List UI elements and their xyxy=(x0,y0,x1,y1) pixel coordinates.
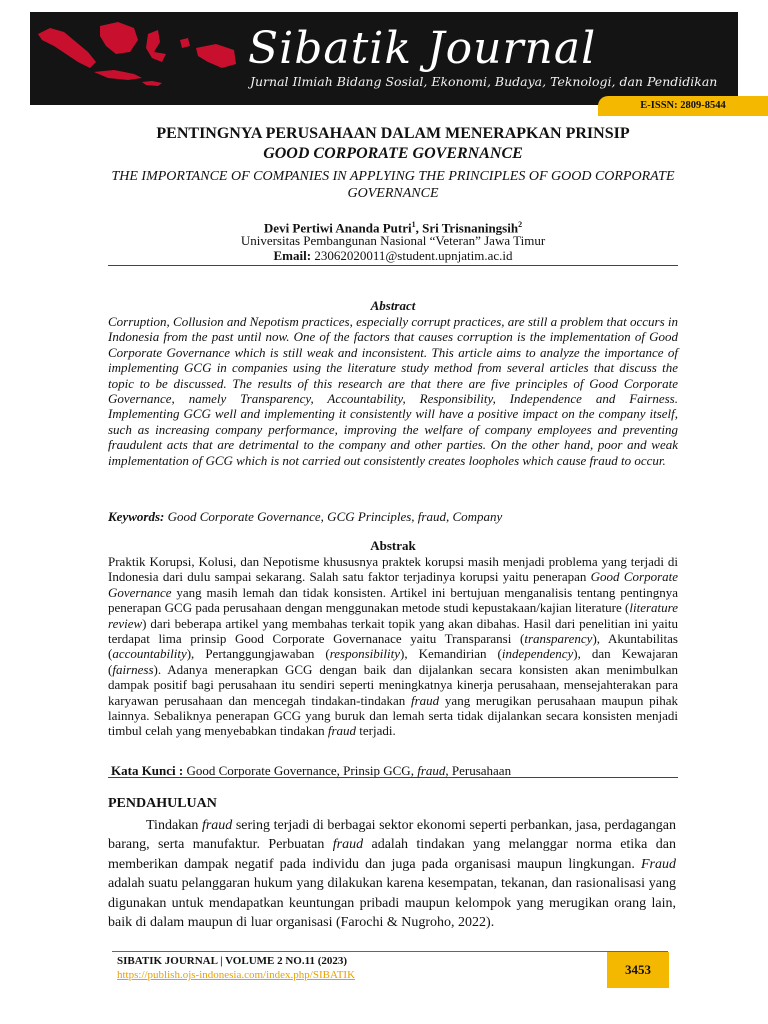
keywords-list: Good Corporate Governance, GCG Principles, fraud, Company xyxy=(167,509,503,524)
text-run: ). Adanya menerapkan GCG dengan baik dan dijalankan secara konsisten akan menimbulkan dampak positif bagi perusahaan itu sendiri seperti meningkatnya kinerja perusahaan, mensejahterakan para karyawan perusahaan dan mencegah tindakan-tindakan xyxy=(108,661,678,708)
keywords xyxy=(108,509,502,525)
issn-badge: E-ISSN: 2809-8544 xyxy=(598,96,768,116)
text-run: fraud xyxy=(201,818,233,833)
footer-journal: SIBATIK JOURNAL | VOLUME 2 NO.11 (2023) xyxy=(117,955,348,967)
text-run: Good Corporate Governance xyxy=(108,569,679,600)
footer-divider xyxy=(112,951,668,952)
text-run: fraud xyxy=(332,837,364,853)
author-name: Devi Pertiwi Ananda Putri xyxy=(263,220,412,236)
text-run: fraud xyxy=(411,692,440,708)
divider xyxy=(108,777,678,778)
text-run: Fraud xyxy=(641,856,676,872)
author-affiliation-mark: 2 xyxy=(518,220,523,229)
text-run: transparency xyxy=(524,631,593,647)
email-label: Email: xyxy=(273,248,312,263)
text-run: Praktik Korupsi, Kolusi, dan Nepotisme khususnya praktek korupsi masih menjadi problema yang terjadi di Indonesia dari dulu sampai sekarang. Salah satu faktor terjadinya korupsi yaitu penerapan xyxy=(108,554,678,585)
indonesia-map-logo xyxy=(30,12,240,105)
article-title-english: THE IMPORTANCE OF COMPANIES IN APPLYING THE PRINCIPLES OF GOOD CORPORATE GOVERNANCE xyxy=(111,169,675,201)
kata-kunci-label: Kata Kunci : xyxy=(111,763,184,778)
intro-paragraph xyxy=(108,816,676,932)
text-run: terjadi. xyxy=(356,723,396,739)
text-run: fraud xyxy=(327,723,357,739)
text-run: Tindakan xyxy=(146,818,202,833)
text-run: ) dari beberapa artikel yang membahas terkait topik yang akan dibahas. Hasil dari penelitian ini yaitu terdapat lima prinsip Good Corporate Governanace yaitu Transparansi ( xyxy=(108,615,678,647)
text-run: ), Kemandirian ( xyxy=(400,646,502,662)
text-run: literature review xyxy=(108,600,678,631)
page-number: 3453 xyxy=(607,952,669,988)
abstrak-heading: Abstrak xyxy=(370,538,416,553)
text-run: ), Pertanggungjawaban ( xyxy=(186,646,330,662)
text-run: adalah suatu pelanggaran hukum yang dilakukan karena kesempatan, tekanan, dan rasionalisasi yang digunakan untuk mendapatkan keuntungan pribadi maupun kelompok yang merugikan orang lain, baik di dalam maupun di luar organisasi (Farochi & Nugroho, 2022). xyxy=(108,876,676,931)
footer-url-link[interactable]: https://publish.ojs-indonesia.com/index.php/SIBATIK xyxy=(117,969,356,981)
abstract-text: Corruption, Collusion and Nepotism practices, especially corrupt practices, are still a problem that occurs in Indonesia from the past until now. One of the factors that causes corruption is the implementation of Good Corporate Governance which is still weak and inconsistent. This article aims to analyze the importance of implementing GCG in companies using the literature study method from several articles that discuss the topic to be discussed. The results of this research are that there are five principles of Good Corporate Governance, namely Transparency, Accountability, Responsibility, Independence and Fairness. Implementing GCG well and implementing it consistently will have a positive impact on the company itself, such as increasing company performance, improving the welfare of company employees and preventing fraudulent acts that are detrimental to the company and other parties. On the other hand, poor and weak implementation of GCG which is not carried out consistently creates loopholes which cause fraud to occur. xyxy=(108,314,678,468)
text-run: accountability xyxy=(112,646,187,662)
author-separator: , xyxy=(415,220,423,236)
keywords-label: Keywords: xyxy=(108,509,165,524)
text-run: fraud xyxy=(417,763,446,778)
text-run: adalah tindakan yang melanggar norma etika dan memberikan dampak negatif pada individu dan juga pada organisasi maupun lingkungan. xyxy=(108,837,676,872)
text-run: Good Corporate Governance, Prinsip GCG, xyxy=(183,763,418,778)
text-run: sering terjadi di berbagai sektor ekonomi seperti perbankan, jasa, perdagangan barang, serta manufaktur. Perbuatan xyxy=(108,818,676,853)
author-name: Sri Trisnaningsih xyxy=(422,220,519,236)
text-run: yang merugikan perusahaan maupun pihak lainnya. Sebaliknya penerapan GCG yang buruk dan lemah serta tidak dijalankan secara konsisten menjadi timbul celah yang menyebabkan tindakan xyxy=(108,692,678,739)
affiliation: Universitas Pembangunan Nasional “Veteran” Jawa Timur xyxy=(240,233,546,248)
email-address[interactable]: 23062020011@student.upnjatim.ac.id xyxy=(314,248,513,263)
text-run: , Perusahaan xyxy=(445,763,512,778)
journal-banner xyxy=(30,12,738,105)
journal-title: Sibatik Journal xyxy=(248,23,597,74)
text-run: yang masih lemah dan tidak konsisten. Artikel ini bertujuan menganalisis tentang pentingnya penerapan GCG pada perusahaan dengan menggunakan metode studi kepustakaan/kajian literature ( xyxy=(108,584,678,616)
email-line xyxy=(108,248,678,264)
section-heading: PENDAHULUAN xyxy=(108,796,217,811)
article-title-line2: GOOD CORPORATE GOVERNANCE xyxy=(263,145,523,162)
author-affiliation-mark: 1 xyxy=(411,220,416,229)
abstract-heading: Abstract xyxy=(370,298,416,313)
text-run: fairness xyxy=(112,661,154,677)
text-run: ), Akuntabilitas ( xyxy=(108,631,678,662)
journal-tagline: Jurnal Ilmiah Bidang Sosial, Ekonomi, Budaya, Teknologi, dan Pendidikan xyxy=(250,74,718,89)
text-run: ), dan Kewajaran ( xyxy=(108,646,678,677)
article-title-line1: PENTINGNYA PERUSAHAAN DALAM MENERAPKAN PRINSIP xyxy=(156,125,630,142)
text-run: independency xyxy=(501,646,574,662)
text-run: responsibility xyxy=(329,646,400,662)
divider xyxy=(108,265,678,266)
abstrak-text xyxy=(108,554,678,739)
